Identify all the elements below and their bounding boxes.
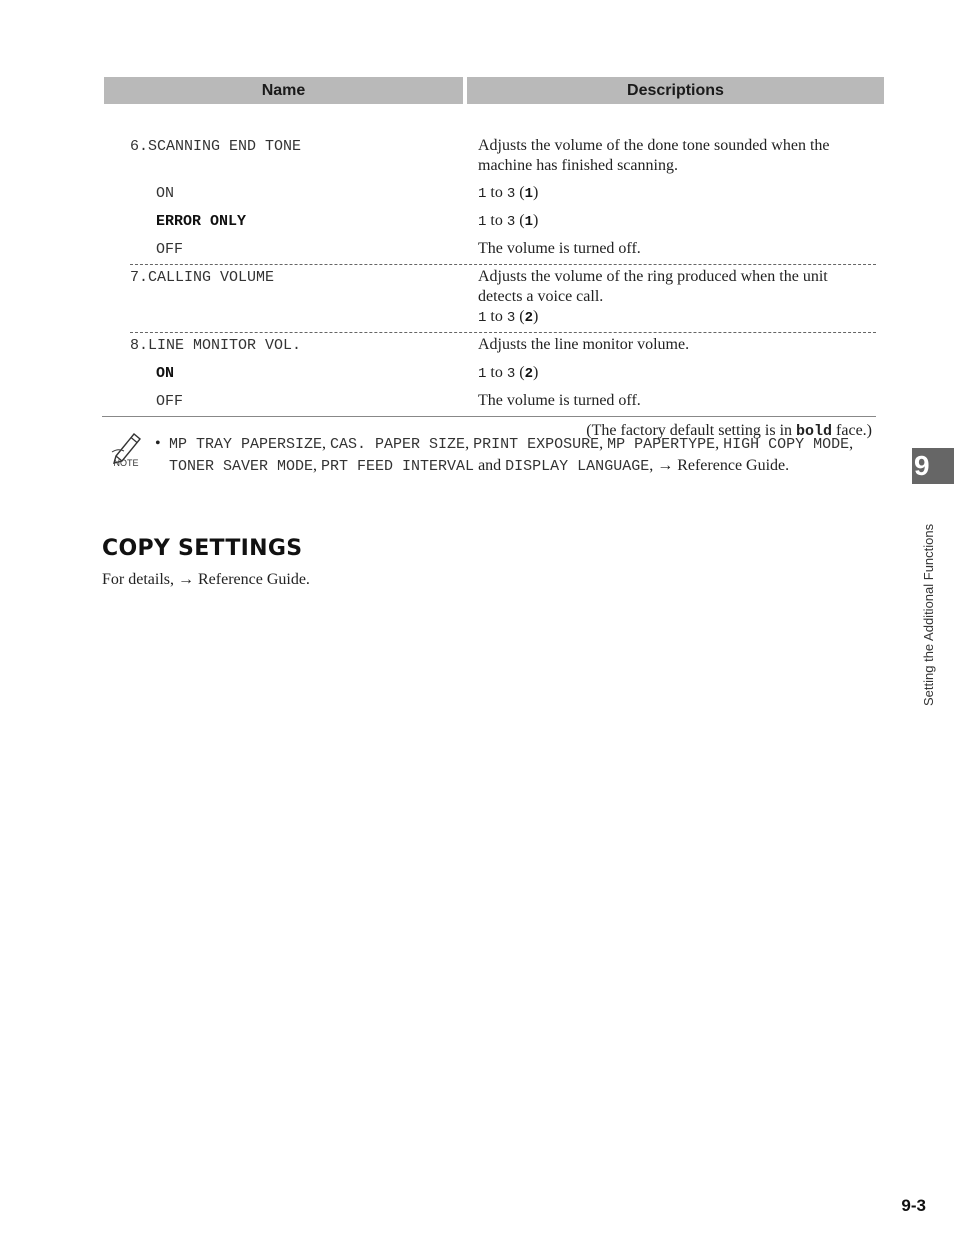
desc-line: Adjusts the volume of the ring produced when the unit [478, 268, 828, 285]
section-body: For details, → Reference Guide. [102, 571, 310, 588]
range-to: 3 [506, 186, 516, 202]
option-name-off: OFF [156, 241, 184, 258]
row-name-line-monitor-vol: 8.LINE MONITOR VOL. [130, 337, 302, 354]
footnote-text: face.) [836, 422, 872, 439]
row-divider [130, 332, 876, 333]
option-name-off: OFF [156, 393, 184, 410]
chapter-side-label: Setting the Additional Functions [921, 523, 936, 706]
setting-name: MP PAPERTYPE [607, 436, 716, 453]
table-header [102, 77, 884, 104]
section-title: COPY SETTINGS [102, 536, 303, 561]
default-value: 2 [524, 310, 533, 326]
comma: , [465, 435, 470, 452]
range-to-word: to [490, 364, 503, 381]
row-name-calling-volume: 7.CALLING VOLUME [130, 269, 275, 286]
comma: , [322, 435, 327, 452]
and-word: and [478, 457, 502, 474]
range-to-word: to [490, 212, 503, 229]
comma: , [313, 457, 318, 474]
comma: , [649, 457, 654, 474]
row-desc-scanning-end-tone [478, 136, 870, 176]
header-descriptions: Descriptions [467, 77, 884, 104]
footnote-bold-word: bold [796, 423, 833, 440]
setting-name: PRT FEED INTERVAL [321, 458, 475, 475]
row-desc-calling-volume [478, 267, 870, 328]
option-desc-off: The volume is turned off. [478, 392, 641, 409]
desc-range: 1 to 3 (2) [478, 308, 539, 326]
note-label: NOTE [113, 458, 139, 468]
option-name-on: ON [156, 185, 175, 202]
setting-name: CAS. PAPER SIZE [330, 436, 466, 453]
option-desc-off: The volume is turned off. [478, 240, 641, 257]
setting-name: MP TRAY PAPERSIZE [169, 436, 323, 453]
desc-line: machine has finished scanning. [478, 157, 678, 174]
default-value: 1 [524, 214, 533, 230]
table-bottom-rule [102, 416, 876, 417]
note-body [169, 433, 855, 477]
desc-line: Adjusts the volume of the done tone sounded when the [478, 137, 830, 154]
default-value: 2 [524, 366, 533, 382]
range-from: 1 [478, 214, 487, 230]
range-to-word: to [490, 308, 503, 325]
option-desc-on: 1 to 3 (1) [478, 184, 539, 202]
comma: , [599, 435, 604, 452]
range-from: 1 [478, 366, 487, 382]
chapter-tab: 9 [912, 448, 954, 484]
option-desc-error-only: 1 to 3 (1) [478, 212, 539, 230]
range-to: 3 [506, 366, 516, 382]
header-name: Name [104, 77, 463, 104]
footnote-text: (The factory default setting is in [586, 422, 793, 439]
reference-guide-text: Reference Guide. [677, 457, 790, 474]
setting-name: TONER SAVER MODE [169, 458, 314, 475]
settings-table [102, 77, 884, 440]
range-to-word: to [490, 184, 503, 201]
setting-name: PRINT EXPOSURE [473, 436, 600, 453]
page-number: 9-3 [901, 1196, 926, 1215]
arrow-icon: → [657, 457, 674, 474]
row-divider [130, 264, 876, 265]
range-from: 1 [478, 310, 487, 326]
setting-name: HIGH COPY MODE [723, 436, 850, 453]
default-value: 1 [524, 186, 533, 202]
range-from: 1 [478, 186, 487, 202]
row-desc-line-monitor-vol: Adjusts the line monitor volume. [478, 336, 690, 353]
row-name-scanning-end-tone: 6.SCANNING END TONE [130, 138, 302, 155]
setting-name: DISPLAY LANGUAGE [505, 458, 650, 475]
option-name-error-only: ERROR ONLY [156, 213, 247, 230]
option-name-on: ON [156, 365, 175, 382]
comma: , [849, 435, 854, 452]
range-to: 3 [506, 214, 516, 230]
comma: , [715, 435, 720, 452]
bullet: • [155, 435, 161, 452]
option-desc-on: 1 to 3 (2) [478, 364, 539, 382]
desc-line: detects a voice call. [478, 288, 604, 305]
range-to: 3 [506, 310, 516, 326]
note-text [155, 433, 855, 477]
